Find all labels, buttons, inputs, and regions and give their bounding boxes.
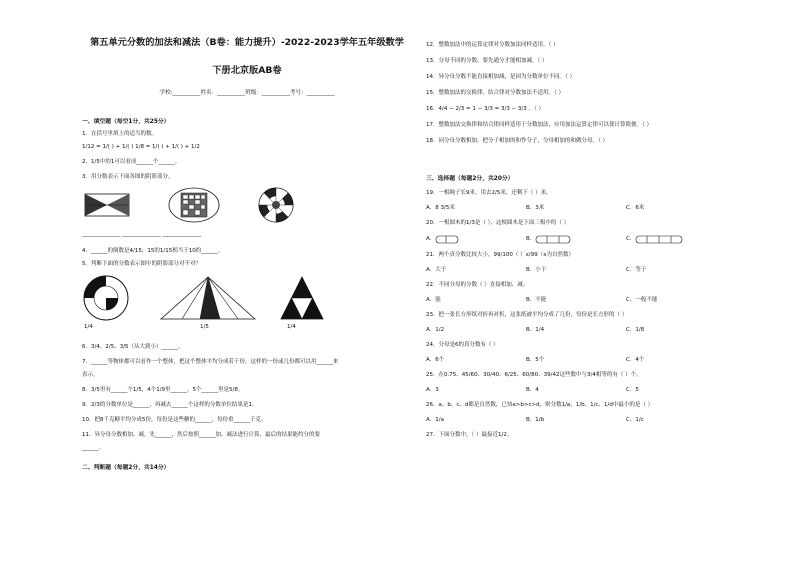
question-16: 16．4/4 − 2/3 = 1 − 3/3 = 3/3 − 3/3 。（ ） [426, 106, 545, 112]
section-fill-blank: 一、填空题（每空1分，共25分） [82, 119, 170, 125]
q22-option-a[interactable]: A．能 [426, 297, 441, 303]
q23-option-b[interactable]: B．1/4 [526, 327, 545, 333]
q24-option-c[interactable]: C．4个 [626, 357, 645, 363]
question-7-cont: 表示。 [82, 372, 99, 378]
q19-option-a[interactable]: A．8 3/5米 [426, 205, 455, 211]
question-27: 27．下面分数中，（ ）最接近1/2。 [426, 432, 513, 438]
log-two-segment-icon [535, 235, 571, 244]
question-19-options [426, 205, 756, 212]
question-5-labels [82, 324, 412, 336]
question-7: 7．______等物体都可以看作一个整体，把这个整体平均分成若干份，这样的一份或几份都可以用______来 [82, 359, 339, 365]
log-three-segment-icon [635, 235, 683, 244]
question-22-options [426, 297, 756, 304]
q24-option-a[interactable]: A．6个 [426, 357, 445, 363]
question-26-options [426, 417, 756, 424]
question-21-options [426, 267, 756, 274]
q23-option-a[interactable]: A．1/2 [426, 327, 445, 333]
left-column [82, 36, 412, 471]
q20-option-b[interactable] [526, 235, 626, 244]
q19-option-b[interactable]: B．3米 [526, 205, 545, 211]
question-1: 1．在括号里填上的适当的数。 [82, 131, 158, 137]
question-5-label-2: 1/5 [200, 324, 209, 330]
question-24-options [426, 357, 756, 364]
question-12: 12．整数加法中的运算定律对分数加法同样适用。（ ） [426, 42, 559, 48]
q26-option-b[interactable]: B．1/b [526, 417, 545, 423]
question-25: 25．在0.75、45/60、30/40、6/25、60/80、39/42这些数中与3/4相等的有（ ）个。 [426, 372, 642, 378]
question-21: 21．两个真分数比较大小，99/100（ ）x/99（x为自然数） [426, 252, 574, 258]
quarter-circle-figure [82, 274, 130, 322]
question-11: 11．异分母分数相加、减，先______，然后按照______加、减法进行计算，最后的结果能约分的要 [82, 432, 321, 438]
question-26: 26．a、b、c、d都是自然数，已知a>b>c>d，则分数1/a、1/b、1/c、1/d中最小的是（ ） [426, 402, 654, 408]
q20-option-b-label: B． [526, 236, 536, 242]
q22-option-b[interactable]: B．不能 [526, 297, 547, 303]
q20-option-c[interactable] [626, 235, 726, 244]
page-title-line1: 第五单元分数的加法和减法（B卷：能力提升）-2022-2023学年五年级数学 [90, 37, 404, 48]
q26-option-c[interactable]: C．1/c [626, 417, 644, 423]
question-5-label-1: 1/4 [84, 324, 93, 330]
question-8: 8．3/5里有______个1/5，4个1/9里______，5个______里是5/8。 [82, 387, 244, 393]
page-title-line2: 下册北京版AB卷 [212, 65, 282, 76]
q21-option-a[interactable]: A．大于 [426, 267, 447, 273]
question-5-figures [82, 274, 412, 324]
question-15: 15．整数加法的交换律、结合律对分数加法不适用。（ ） [426, 90, 564, 96]
log-one-segment-icon [435, 235, 459, 244]
right-column [426, 36, 756, 439]
question-5: 5．判断下面的分数表示图中的阴影部分对不对？ [82, 261, 202, 267]
question-20: 20．一根圆木的1/3是（ ），这根圆木是下面三根中的（ ） [426, 220, 570, 226]
ellipse-grid-figure [168, 187, 220, 223]
question-14: 14．异分母分数不能直接相加减，是因为分数单位不同。（ ） [426, 74, 575, 80]
question-3-blanks: ______________ ______________ ______________ [82, 231, 201, 237]
q21-option-b[interactable]: B．小于 [526, 267, 547, 273]
question-3: 3．用分数表示下面各图的阴影部分。 [82, 174, 174, 180]
q26-option-a[interactable]: A．1/a [426, 417, 444, 423]
section-judgement: 二、判断题（每题2分，共14分） [82, 465, 170, 471]
q25-option-c[interactable]: C．5 [626, 387, 639, 393]
q25-option-a[interactable]: A．3 [426, 387, 439, 393]
q21-option-c[interactable]: C．等于 [626, 267, 647, 273]
q25-option-b[interactable]: B．4 [526, 387, 539, 393]
nested-triangle-figure [280, 276, 324, 320]
triangle-fan-figure [160, 276, 256, 320]
question-10: 10．把8千克糖平均分成5份，每份是这些糖的______，每份重______千克。 [82, 417, 267, 423]
question-22: 22．不同分母的分数（ ）直接相加、减。 [426, 282, 529, 288]
question-6: 6．3/4、2/5、3/5（从大到小）______。 [82, 344, 184, 350]
q24-option-b[interactable]: B．5个 [526, 357, 545, 363]
question-1-formula: 1/12 = 1/( ) + 1/( ) 1/8 = 1/( ) + 1/( ) + 1/2 [82, 144, 200, 150]
section-multiple-choice: 三、选择题（每题2分，共20分） [426, 176, 514, 182]
question-5-label-3: 1/4 [287, 324, 296, 330]
q22-option-c[interactable]: C．一般不能 [626, 297, 658, 303]
question-9: 9．2/3的分数单位是______，再减去______个这样的分数单位结果是1。 [82, 402, 258, 408]
question-20-options [426, 235, 756, 244]
question-25-options [426, 387, 756, 394]
question-19: 19．一根绳子长9米，用去2/5米，还剩下（ ）米。 [426, 190, 552, 196]
question-11-cont: ______。 [82, 445, 105, 451]
student-info-line: 学校:__________姓名：__________班级：__________考号：__________ [159, 90, 335, 96]
q20-option-c-label: C． [626, 236, 636, 242]
question-3-figures [82, 187, 412, 233]
question-2: 2．1/5中的1可以看成______个______。 [82, 159, 181, 165]
q23-option-c[interactable]: C．1/8 [626, 327, 645, 333]
q20-option-a-label: A． [426, 236, 436, 242]
question-24: 24．分母是6的真分数有（ ） [426, 342, 499, 348]
question-23-options [426, 327, 756, 334]
question-18: 18．同分母分数相加，把分子相加的和作分子，分母相加的和做分母。（ ） [426, 138, 608, 144]
question-17: 17．整数加法交换律和结合律同样适用于分数加法，应用加法运算定律可以使计算简便。（ ） [426, 122, 652, 128]
rectangle-figure [84, 193, 130, 217]
question-4: 4．______的倒数是4/15，15的1/15相当于10的______。 [82, 248, 224, 254]
circle-sector-figure [258, 187, 294, 223]
q20-option-a[interactable] [426, 235, 526, 244]
question-23: 23．把一张长方形纸对折再对折，这张纸被平均分成了几份，每份是长方形的（ ） [426, 312, 628, 318]
question-13: 13．分母不同的分数，要先通分才能相加减。（ ） [426, 58, 548, 64]
q19-option-c[interactable]: C．6米 [626, 205, 645, 211]
